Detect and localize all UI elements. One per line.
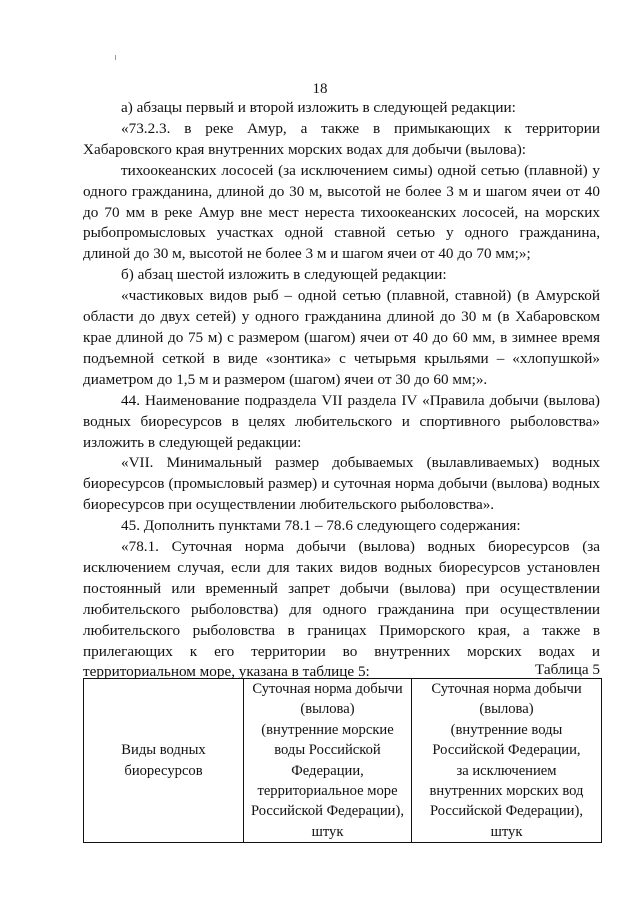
- paragraph-vii-title: «VII. Минимальный размер добываемых (вылавливаемых) водных биоресурсов (промысловый размер) и суточная норма добычи (вылова) водных биоресурсов при осуществлении любительского рыболовства».: [83, 454, 600, 514]
- paragraph-partial-fish: «частиковых видов рыб – одной сетью (плавной, ставной) (в Амурской области до двух сетей) у одного гражданина длиной до 30 м (в Хабаровском крае длиной до 75 м) с размером (шагом) ячеи от 40 до 60 мм, в зимнее время подъемной сеткой в виде «зонтика» с четырьмя крыльями – «хлопушкой» диаметром до 1,5 м и размером (шагом) ячеи от 30 до 60 мм;».: [83, 287, 600, 388]
- paragraph-73-2-3: «73.2.3. в реке Амур, а также в примыкающих к территории Хабаровского края внутренних морских водах для добычи (вылова):: [83, 119, 600, 158]
- paragraph-44: 44. Наименование подраздела VII раздела IV «Правила добычи (вылова) водных биоресурсов в целях любительского и спортивного рыболовства» изложить в следующей редакции:: [83, 391, 600, 451]
- page-number: 18: [312, 81, 328, 97]
- paragraph-b: б) абзац шестой изложить в следующей редакции:: [121, 266, 447, 284]
- header-line: штук: [311, 823, 344, 840]
- paragraph-a: а) абзацы первый и второй изложить в следующей редакции:: [121, 99, 516, 116]
- header-norm-internal-sea: [244, 679, 412, 843]
- paragraph-45: 45. Дополнить пунктами 78.1 – 78.6 следующего содержания:: [121, 517, 521, 535]
- paragraph-pacific-salmon: тихоокеанских лососей (за исключением симы) одной сетью (плавной) у одного гражданина, длиной до 30 м, высотой не более 3 м и шагом ячеи от 40 до 70 мм в реке Амур вне мест нереста тихоокеанских лососей, на морских рыбопромысловых участках одной ставной сетью у одного гражданина, длиной до 30 м, высотой не более 3 м и шагом ячеи от 40 до 70 мм;»;: [83, 161, 600, 263]
- header-species: [84, 679, 244, 843]
- header-norm-internal-waters: [412, 679, 602, 843]
- header-line: Российской Федерации),: [251, 803, 404, 820]
- header-line: (внутренние морские: [261, 721, 394, 738]
- header-line: штук: [490, 823, 523, 840]
- header-line: территориальное море: [257, 783, 398, 800]
- catch-norm-table: [83, 678, 602, 843]
- header-line: Виды водных: [121, 742, 206, 759]
- paragraph-78-1: «78.1. Суточная норма добычи (вылова) водных биоресурсов (за исключением случая, если для таких видов водных биоресурсов установлен постоянный или временный запрет добычи (вылова) при осуществлении любительского рыболовства) для одного гражданина при осуществлении любительского рыболовства в границах Приморского края, а также в прилегающих к его территории во внутренних морских водах и территориальном море, указана в таблице 5:: [83, 538, 600, 681]
- header-line: воды Российской: [274, 742, 381, 759]
- header-line: биоресурсов: [124, 762, 203, 779]
- header-line: (внутренние воды: [450, 721, 563, 738]
- header-line: за исключением: [456, 762, 557, 779]
- document-body: [83, 98, 600, 683]
- header-line: (вылова): [479, 701, 534, 718]
- header-line: Суточная норма добычи: [252, 681, 403, 697]
- table-header-row: [84, 679, 602, 843]
- header-line: Российской Федерации),: [430, 803, 583, 820]
- table-caption: Таблица 5: [535, 661, 600, 678]
- scan-mark: [115, 55, 116, 60]
- header-line: Федерации,: [291, 762, 364, 779]
- header-line: (вылова): [300, 701, 355, 718]
- header-line: Суточная норма добычи: [431, 681, 582, 697]
- header-line: Российской Федерации,: [432, 742, 581, 759]
- header-line: внутренних морских вод: [429, 783, 584, 800]
